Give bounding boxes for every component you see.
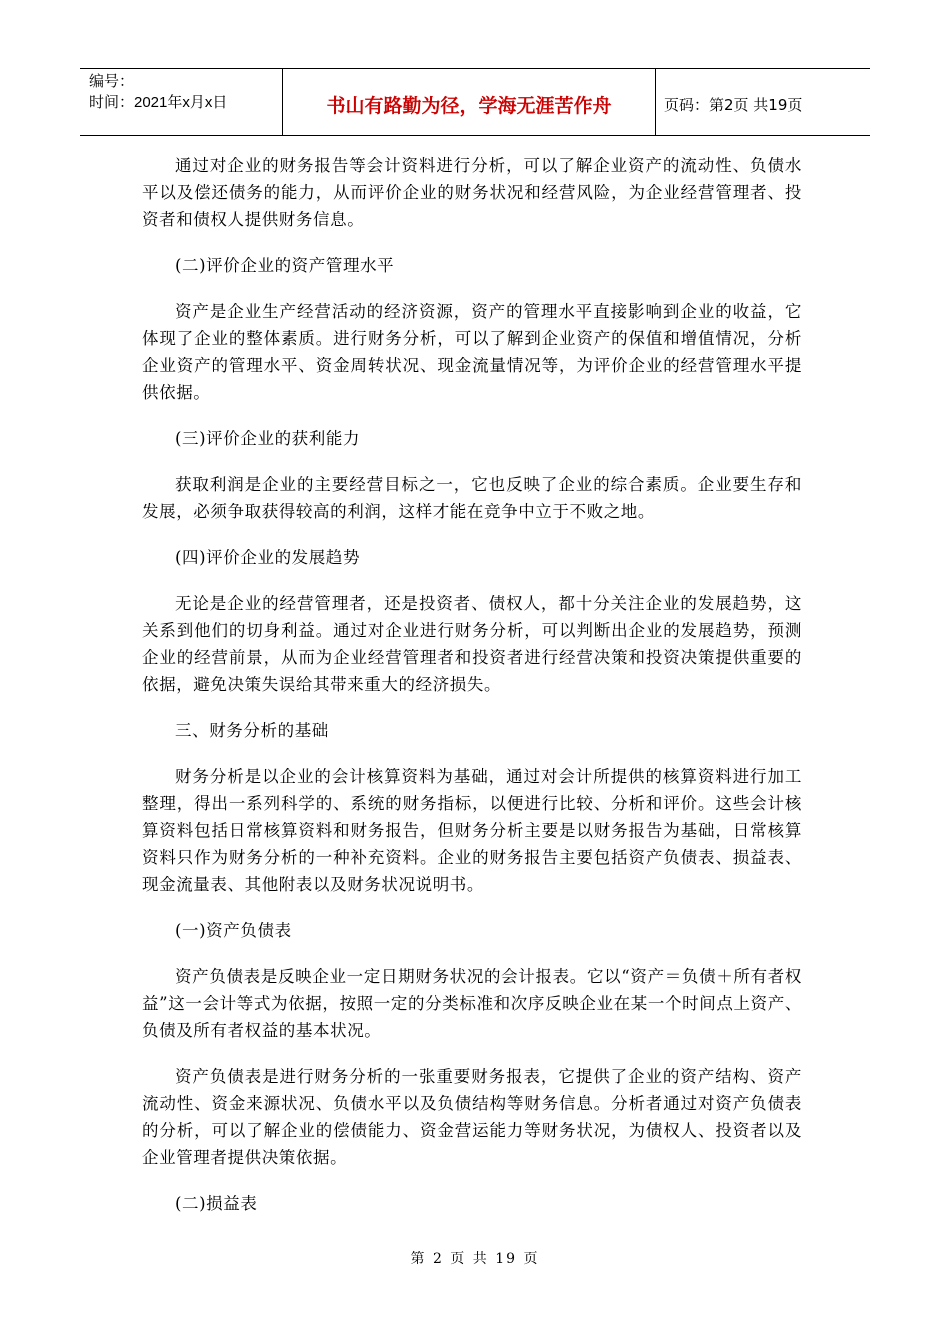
- section-heading: (二)评价企业的资产管理水平: [175, 256, 395, 275]
- section-heading: (二)损益表: [175, 1194, 258, 1213]
- page-footer: 第 2 页 共 19 页: [410, 1251, 540, 1267]
- paragraph: 通过对企业的财务报告等会计资料进行分析，可以了解企业资产的流动性、负债水平以及偿还债务的能力，从而评价企业的财务状况和经营风险，为企业经营管理者、投资者和债权人提供财务信息。: [142, 156, 802, 229]
- document-header: [80, 68, 870, 136]
- section-heading: (四)评价企业的发展趋势: [175, 548, 361, 567]
- paragraph: 无论是企业的经营管理者，还是投资者、债权人，都十分关注企业的发展趋势，这关系到他们的切身利益。通过对企业进行财务分析，可以判断出企业的发展趋势，预测企业的经营前景，从而为企业经营管理者和投资者进行经营决策和投资决策提供重要的依据，避免决策失误给其带来重大的经济损失。: [142, 594, 802, 694]
- header-meta-cell: [80, 69, 283, 135]
- serial-number-label: 编号：: [89, 73, 135, 90]
- header-motto: 书山有路勤为径，学海无涯苦作舟: [283, 69, 656, 135]
- section-heading: (一)资产负债表: [175, 921, 292, 940]
- paragraph: 获取利润是企业的主要经营目标之一，它也反映了企业的综合素质。企业要生存和发展，必须争取获得较高的利润，这样才能在竞争中立于不败之地。: [142, 475, 802, 521]
- header-page-info: 页码：第2页 共19页: [664, 95, 803, 114]
- paragraph: 财务分析是以企业的会计核算资料为基础，通过对会计所提供的核算资料进行加工整理，得出一系列科学的、系统的财务指标，以便进行比较、分析和评价。这些会计核算资料包括日常核算资料和财务报告，但财务分析主要是以财务报告为基础，日常核算资料只作为财务分析的一种补充资料。企业的财务报告主要包括资产负债表、损益表、现金流量表、其他附表以及财务状况说明书。: [142, 767, 802, 894]
- section-heading: 三、财务分析的基础: [175, 721, 329, 740]
- paragraph: 资产负债表是反映企业一定日期财务状况的会计报表。它以“资产＝负债＋所有者权益”这一会计等式为依据，按照一定的分类标准和次序反映企业在某一个时间点上资产、负债及所有者权益的基本状况。: [142, 967, 802, 1040]
- date-label: 时间：2021年x月x日: [89, 94, 228, 111]
- paragraph: 资产负债表是进行财务分析的一张重要财务报表，它提供了企业的资产结构、资产流动性、资金来源状况、负债水平以及负债结构等财务信息。分析者通过对资产负债表的分析，可以了解企业的偿债能力、资金营运能力等财务状况，为债权人、投资者以及企业管理者提供决策依据。: [142, 1067, 802, 1167]
- document-body: [142, 152, 802, 1236]
- paragraph: 资产是企业生产经营活动的经济资源，资产的管理水平直接影响到企业的收益，它体现了企业的整体素质。进行财务分析，可以了解到企业资产的保值和增值情况，分析企业资产的管理水平、资金周转状况、现金流量情况等，为评价企业的经营管理水平提供依据。: [142, 302, 802, 402]
- section-heading: (三)评价企业的获利能力: [175, 429, 361, 448]
